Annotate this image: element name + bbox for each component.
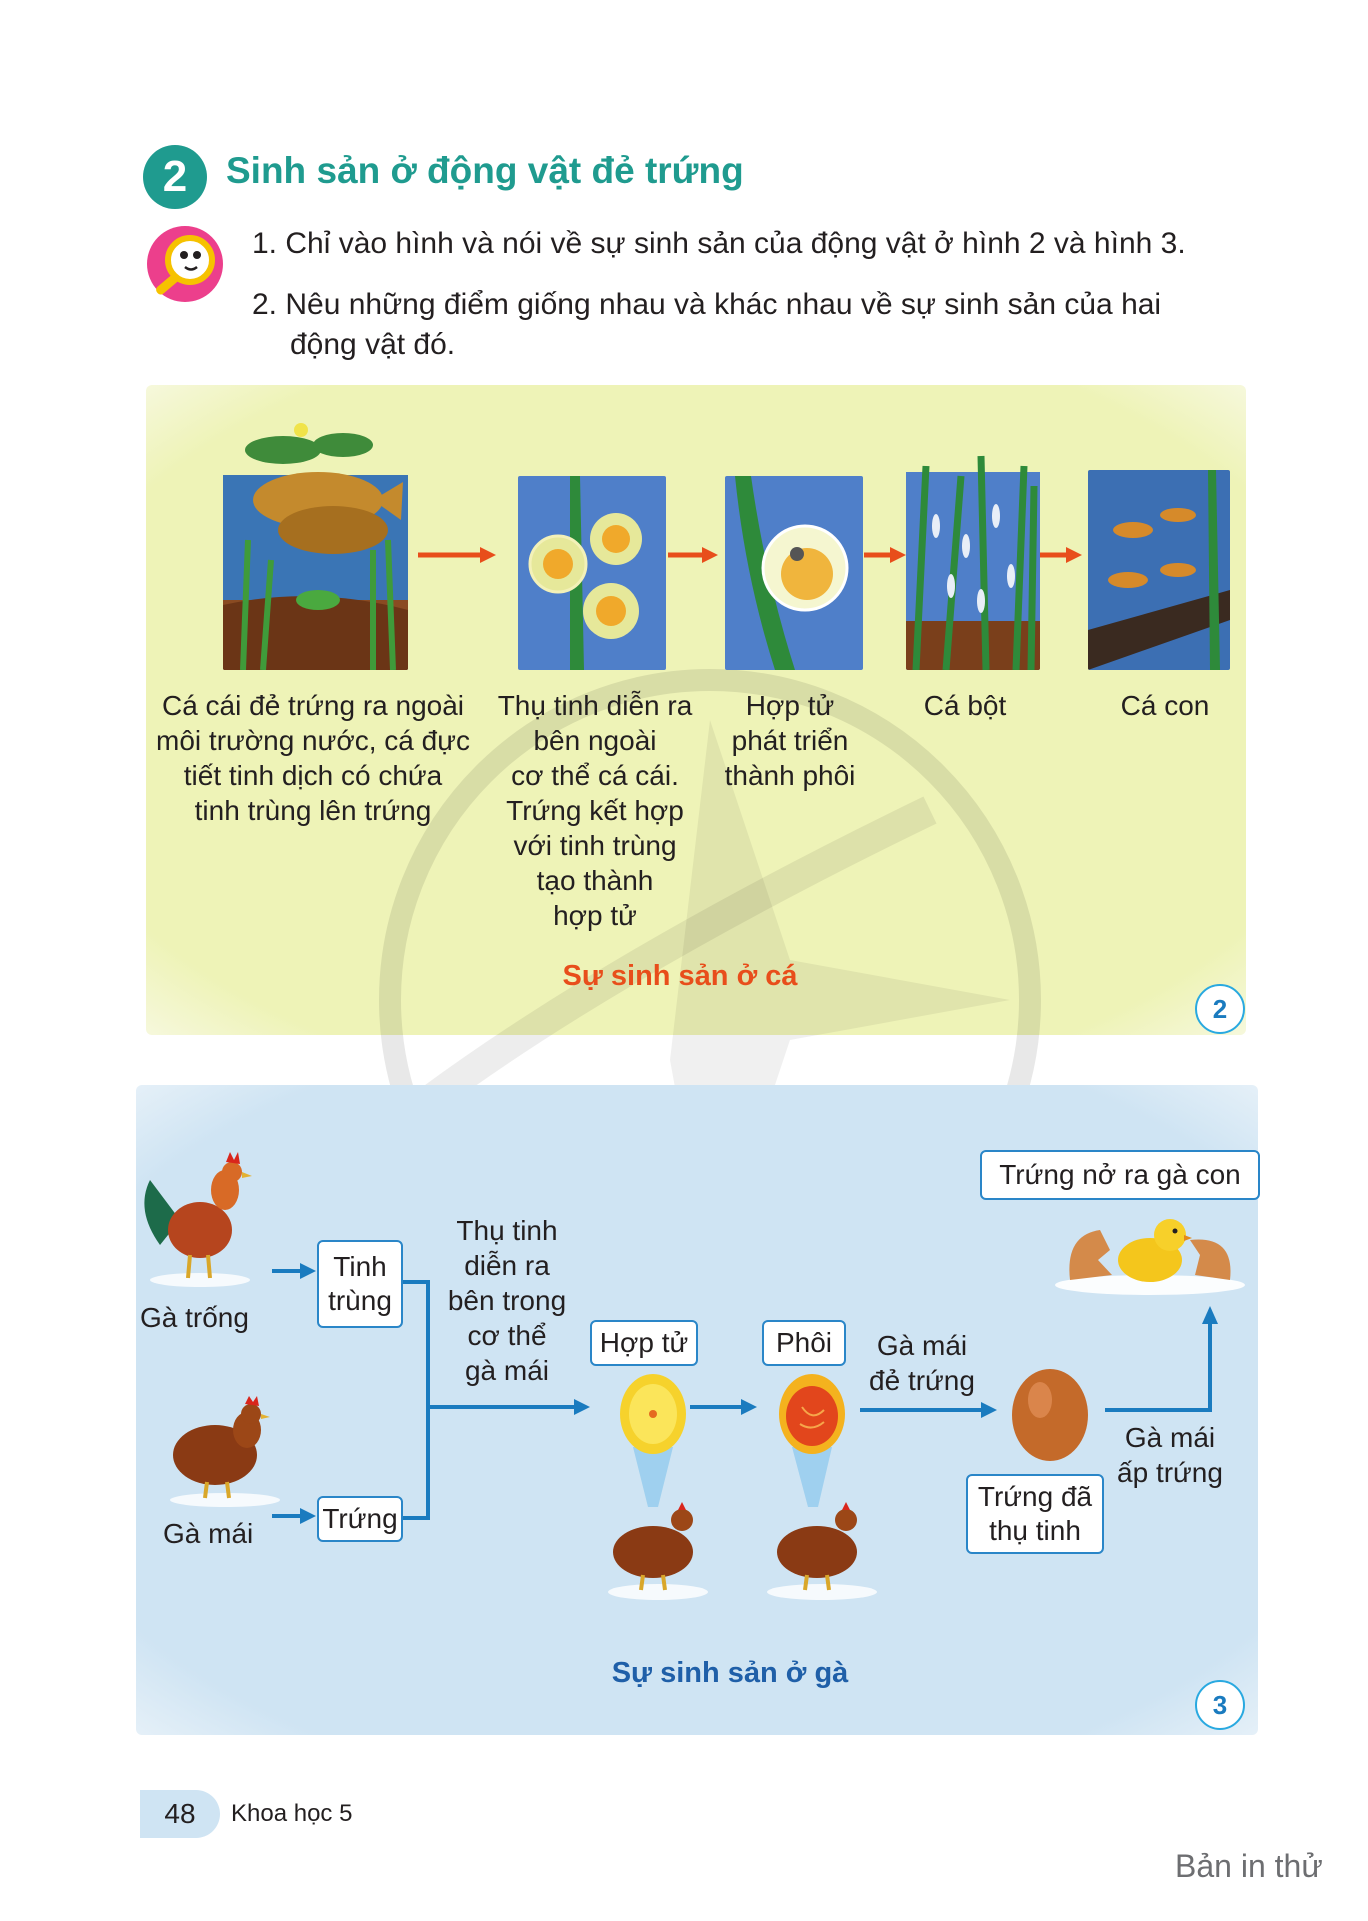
fertilization-label: Thụ tinh diễn ra bên trong cơ thể gà mái (447, 1215, 567, 1386)
egg-box: Trứng (317, 1496, 403, 1542)
figure-3-number: 3 (1195, 1680, 1245, 1730)
book-title: Khoa học 5 (231, 1800, 353, 1827)
question-2-cont: động vật đó. (290, 328, 456, 361)
chick-hatching-image (1050, 1205, 1250, 1300)
hen-incubates-label: Gà mái ấp trứng (1117, 1422, 1223, 1488)
rooster-image (130, 1150, 260, 1290)
hen-image (155, 1390, 285, 1510)
fertilized-egg-box: Trứng đã thụ tinh (966, 1474, 1104, 1554)
fish-step-1-caption: Cá cái đẻ trứng ra ngoài môi trường nước, cá đực tiết tinh dịch có chứa tinh trùng lên trứng (156, 690, 470, 826)
embryo-box: Phôi (762, 1320, 846, 1366)
draft-mark: Bản in thử (1175, 1848, 1323, 1884)
question-1: 1. Chỉ vào hình và nói về sự sinh sản của động vật ở hình 2 và hình 3. (252, 227, 1186, 260)
sperm-box: Tinh trùng (317, 1240, 403, 1328)
zygote-box: Hợp tử (590, 1320, 698, 1366)
section-number: 2 (143, 145, 207, 209)
fertilized-egg-image (1005, 1360, 1095, 1465)
hen-label: Gà mái (163, 1518, 254, 1549)
fish-step-5-caption: Cá con (1120, 690, 1210, 721)
zygote-egg-image (598, 1372, 708, 1602)
section-title: Sinh sản ở động vật đẻ trứng (226, 150, 744, 191)
fish-step-3-caption: Hợp tử phát triển thành phôi (724, 690, 856, 791)
fish-step-4-caption: Cá bột (923, 690, 1007, 721)
fish-step-2-caption: Thụ tinh diễn ra bên ngoài cơ thể cá cái. Trứng kết hợp với tinh trùng tạo thành hợp tử (497, 690, 693, 931)
page-number: 48 (140, 1790, 220, 1838)
rooster-label: Gà trống (140, 1302, 249, 1333)
embryo-egg-image (762, 1372, 882, 1602)
figure-3-title: Sự sinh sản ở gà (611, 1657, 849, 1689)
figure-2-title: Sự sinh sản ở cá (562, 960, 798, 992)
hatch-box: Trứng nở ra gà con (980, 1150, 1260, 1200)
question-2: 2. Nêu những điểm giống nhau và khác nhau về sự sinh sản của hai (252, 288, 1162, 321)
hen-lays-egg-label: Gà mái đẻ trứng (869, 1330, 975, 1396)
figure-2-number: 2 (1195, 984, 1245, 1034)
